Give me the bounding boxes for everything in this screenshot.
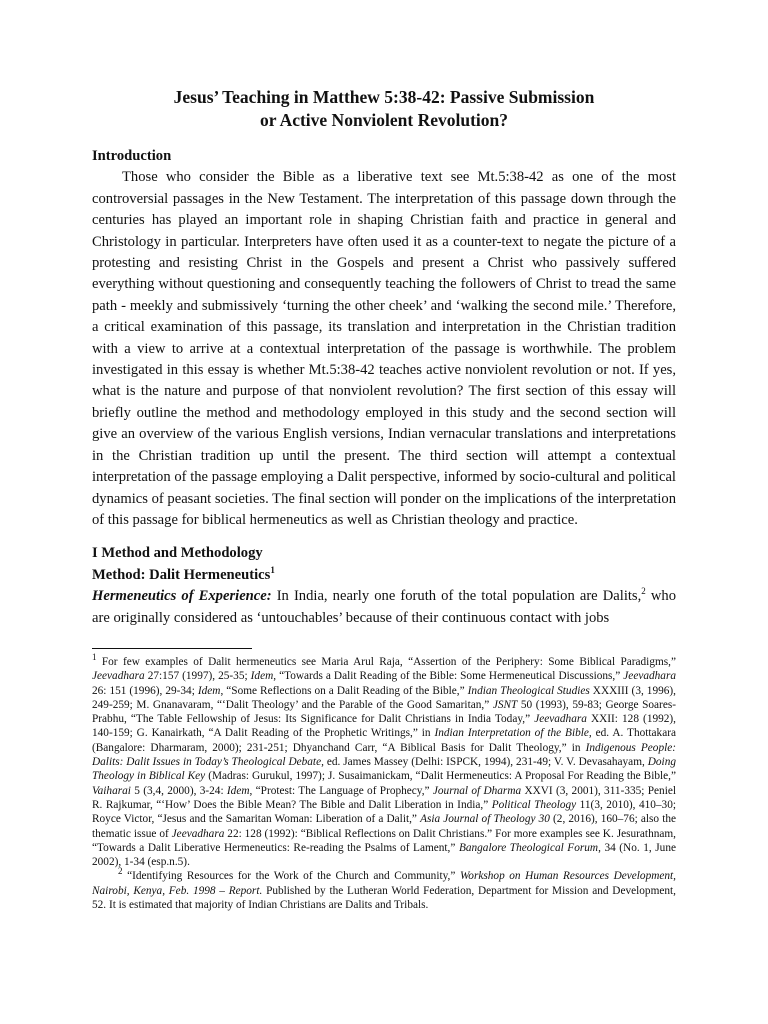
footnote-divider xyxy=(92,648,252,649)
title-line-1: Jesus’ Teaching in Matthew 5:38-42: Passive Submission xyxy=(173,87,595,107)
paragraph-text-b: who are originally considered as ‘untouchables’ because of their continuous contact with jobs xyxy=(92,588,676,626)
introduction-heading: Introduction xyxy=(92,148,172,164)
footnote-ref-2: 2 xyxy=(641,586,646,597)
subheading-text: Method: Dalit Hermeneutics xyxy=(92,566,271,583)
footnote-2: $^2$ “Identifying Resources for the Work of the Church and Community,” Workshop on Human Resources Development, Nairobi, Kenya, Feb. 1998 – Report. Published by the Lutheran World Federation, Department for Mission and Development, 52. It is estimated that majority of Indian Christians are Dalits and Tribals. xyxy=(92,866,677,912)
section-paragraph xyxy=(92,586,676,629)
section-subheading xyxy=(92,565,676,586)
run-in-heading: Hermeneutics of Experience: xyxy=(92,588,272,605)
introduction-paragraph: Those who consider the Bible as a liberative text see Mt.5:38-42 as one of the most controversial passages in the New Testament. The interpretation of this passage down through the centuries has played an important role in shaping Christian faith and practice in general and Christology in particular. Interpreters have often used it as a counter-text to negate the picture of a protesting and resisting Christ in the Gospels and present a Christ who passively suffered everything without questioning and consequently teaching the followers of Christ to tread the same path - meekly and submissively ‘turning the other cheek’ and ‘walking the second mile.’ Therefore, a critical examination of this passage, its translation and interpretation in the Christian tradition with a view to arrive at a contextual interpretation of the passage is worthwhile. The problem investigated in this essay is whether Mt.5:38-42 teaches active nonviolent revolution or not. If yes, what is the nature and purpose of that nonviolent revolution? The first section of this essay will briefly outline the method and methodology employed in this study and the second section will give an overview of the various English versions, Indian vernacular translations and interpretations in the Christian tradition up until the present. The third section will attempt a contextual interpretation of the passage employing a Dalit perspective, informed by socio-cultural and political dynamics of peasant societies. The final section will ponder on the implications of the interpretation of this passage for biblical hermeneutics as well as Christian theology and practice. xyxy=(92,169,676,528)
body-text xyxy=(92,146,676,629)
page-title xyxy=(92,86,676,132)
footnote-1: $^1$ For few examples of Dalit hermeneutics see Maria Arul Raja, “Assertion of the Periphery: Some Biblical Paradigms,” Jeevadhara 27:157 (1997), 25-35; Idem, “Towards a Dalit Reading of the Bible: Some Hermeneutical Discussions,” Jeevadhara 26: 151 (1996), 29-34; Idem, “Some Reflections on a Dalit Reading of the Bible,” Indian Theological Studies XXXIII (3, 1996), 249-259; M. Gnanavaram, “‘Dalit Theology’ and the Parable of the Good Samaritan,” JSNT 50 (1993), 59-83; George Soares-Prabhu, “The Table Fellowship of Jesus: Its Significance for Dalit Christians in India Today,” Jeevadhara XXII: 128 (1992), 140-159; G. Kanairkath, “A Dalit Reading of the Prophetic Writings,” in Indian Interpretation of the Bible, ed. A. Thottakara (Bangalore: Dharmaram, 2000); 231-251; Dhyanchand Carr, “A Biblical Basis for Dalit Theology,” in Indigenous People: Dalits: Dalit Issues in Today’s Theological Debate, ed. James Massey (Delhi: ISPCK, 1994), 231-49; V. V. Devasahayam, Doing Theology in Biblical Key (Madras: Gurukul, 1997); J. Susaimanickam, “Dalit Hermeneutics: A Proposal For Reading the Bible,” Vaiharai 5 (3,4, 2000), 3-24: Idem, “Protest: The Language of Prophecy,” Journal of Dharma XXVI (3, 2001), 311-335; Peniel R. Rajkumar, “‘How’ Does the Bible Mean? The Bible and Dalit Liberation in India,” Political Theology 11(3, 2010), 410–30; Royce Victor, “Jesus and the Samaritan Woman: Liberation of a Dalit,” Asia Journal of Theology 30 (2, 2016), 160–76; also the thematic issue of Jeevadhara 22: 128 (1992): “Biblical Reflections on Dalit Christians.” For more examples see K. Jesurathnam, “Towards a Dalit Liberative Hermeneutics: Re-reading the Psalms of Lament,” Bangalore Theological Forum, 34 (No. 1, June 2002), 1-34 (esp.n.5). xyxy=(92,652,677,869)
footnote-number: 2 xyxy=(118,866,123,877)
footnote-ref-1: 1 xyxy=(270,564,275,575)
paragraph-text-a: In India, nearly one foruth of the total population are Dalits, xyxy=(271,588,642,605)
title-line-2: or Active Nonviolent Revolution? xyxy=(259,110,509,130)
footnote-number: 1 xyxy=(92,652,97,663)
footnotes xyxy=(92,652,677,912)
section-heading: I Method and Methodology xyxy=(92,545,263,562)
